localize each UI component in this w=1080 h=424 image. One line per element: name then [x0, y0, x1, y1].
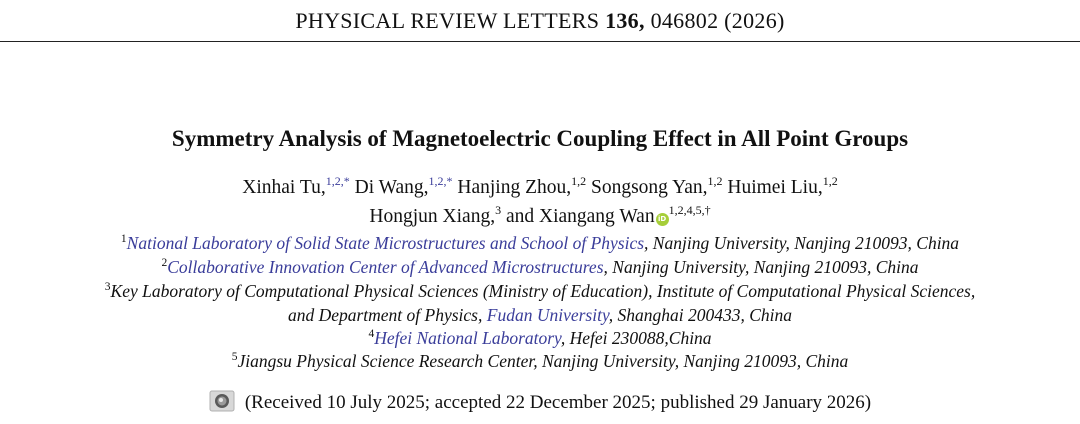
received-text: (Received 10 July 2025; accepted 22 December 2025; published 29 January 2026) — [244, 392, 872, 413]
author-affiliation: 1,2 — [571, 174, 587, 188]
author-name: Hongjun Xiang, — [369, 206, 496, 227]
header-rule — [0, 41, 1080, 42]
author-line-1 — [0, 175, 1080, 201]
author-name: Xinhai Tu, — [242, 177, 326, 198]
corresponding-author-link[interactable]: † — [704, 203, 711, 217]
affiliation-5: $^5$Jiangsu Physical Science Research Center, Nanjing University, Nanjing 210093, China — [231, 351, 849, 371]
affiliation-4: $^4$Hefei National Laboratory, Hefei 230088,China — [368, 328, 712, 348]
author-affiliation-link[interactable]: 1,2,* — [325, 174, 350, 188]
journal-name: PHYSICAL REVIEW LETTERS — [295, 8, 600, 33]
affiliation-1: $^1$National Laboratory of Solid State Microstructures and School of Physics, Nanjing University, Nanjing 210093, China — [120, 233, 960, 253]
affiliation-link[interactable]: Fudan University — [486, 305, 609, 325]
affiliation-link[interactable]: Hefei National Laboratory — [374, 328, 561, 348]
journal-volume: 136, — [605, 8, 645, 33]
affiliation-2: $^2$Collaborative Innovation Center of Advanced Microstructures, Nanjing University, Nanjing 210093, China — [161, 257, 919, 277]
received-dates — [0, 390, 1080, 416]
author-name: Songsong Yan, — [591, 177, 708, 198]
author-name: Huimei Liu, — [727, 177, 823, 198]
crossmark-icon[interactable] — [209, 390, 235, 412]
author-affiliation: 3 — [495, 203, 502, 217]
author-line-2 — [0, 204, 1080, 230]
author-affiliation: 1,2 — [707, 174, 723, 188]
affiliation-link[interactable]: National Laboratory of Solid State Microstructures and School of Physics — [126, 233, 645, 253]
journal-header — [0, 6, 1080, 36]
affiliation-3-continued: and Department of Physics, Fudan University, Shanghai 200433, China — [287, 305, 793, 325]
affiliation-link[interactable]: Collaborative Innovation Center of Advanced Microstructures — [167, 257, 604, 277]
affiliation-3: $^3$Key Laboratory of Computational Physical Sciences (Ministry of Education), Institute of Computational Physical Sciences, — [104, 281, 976, 301]
author-affiliation: 1,2 — [822, 174, 838, 188]
author-name: Hanjing Zhou, — [457, 177, 572, 198]
orcid-icon[interactable]: iD — [656, 213, 669, 226]
author-name: and Xiangang Wan — [505, 206, 655, 227]
paper-title: Symmetry Analysis of Magnetoelectric Coupling Effect in All Point Groups — [171, 126, 909, 151]
author-affiliation: 1,2,4,5,† — [668, 203, 711, 217]
author-affiliation-link[interactable]: 1,2,* — [428, 174, 453, 188]
article-number: 046802 (2026) — [650, 8, 785, 33]
author-name: Di Wang, — [354, 177, 429, 198]
